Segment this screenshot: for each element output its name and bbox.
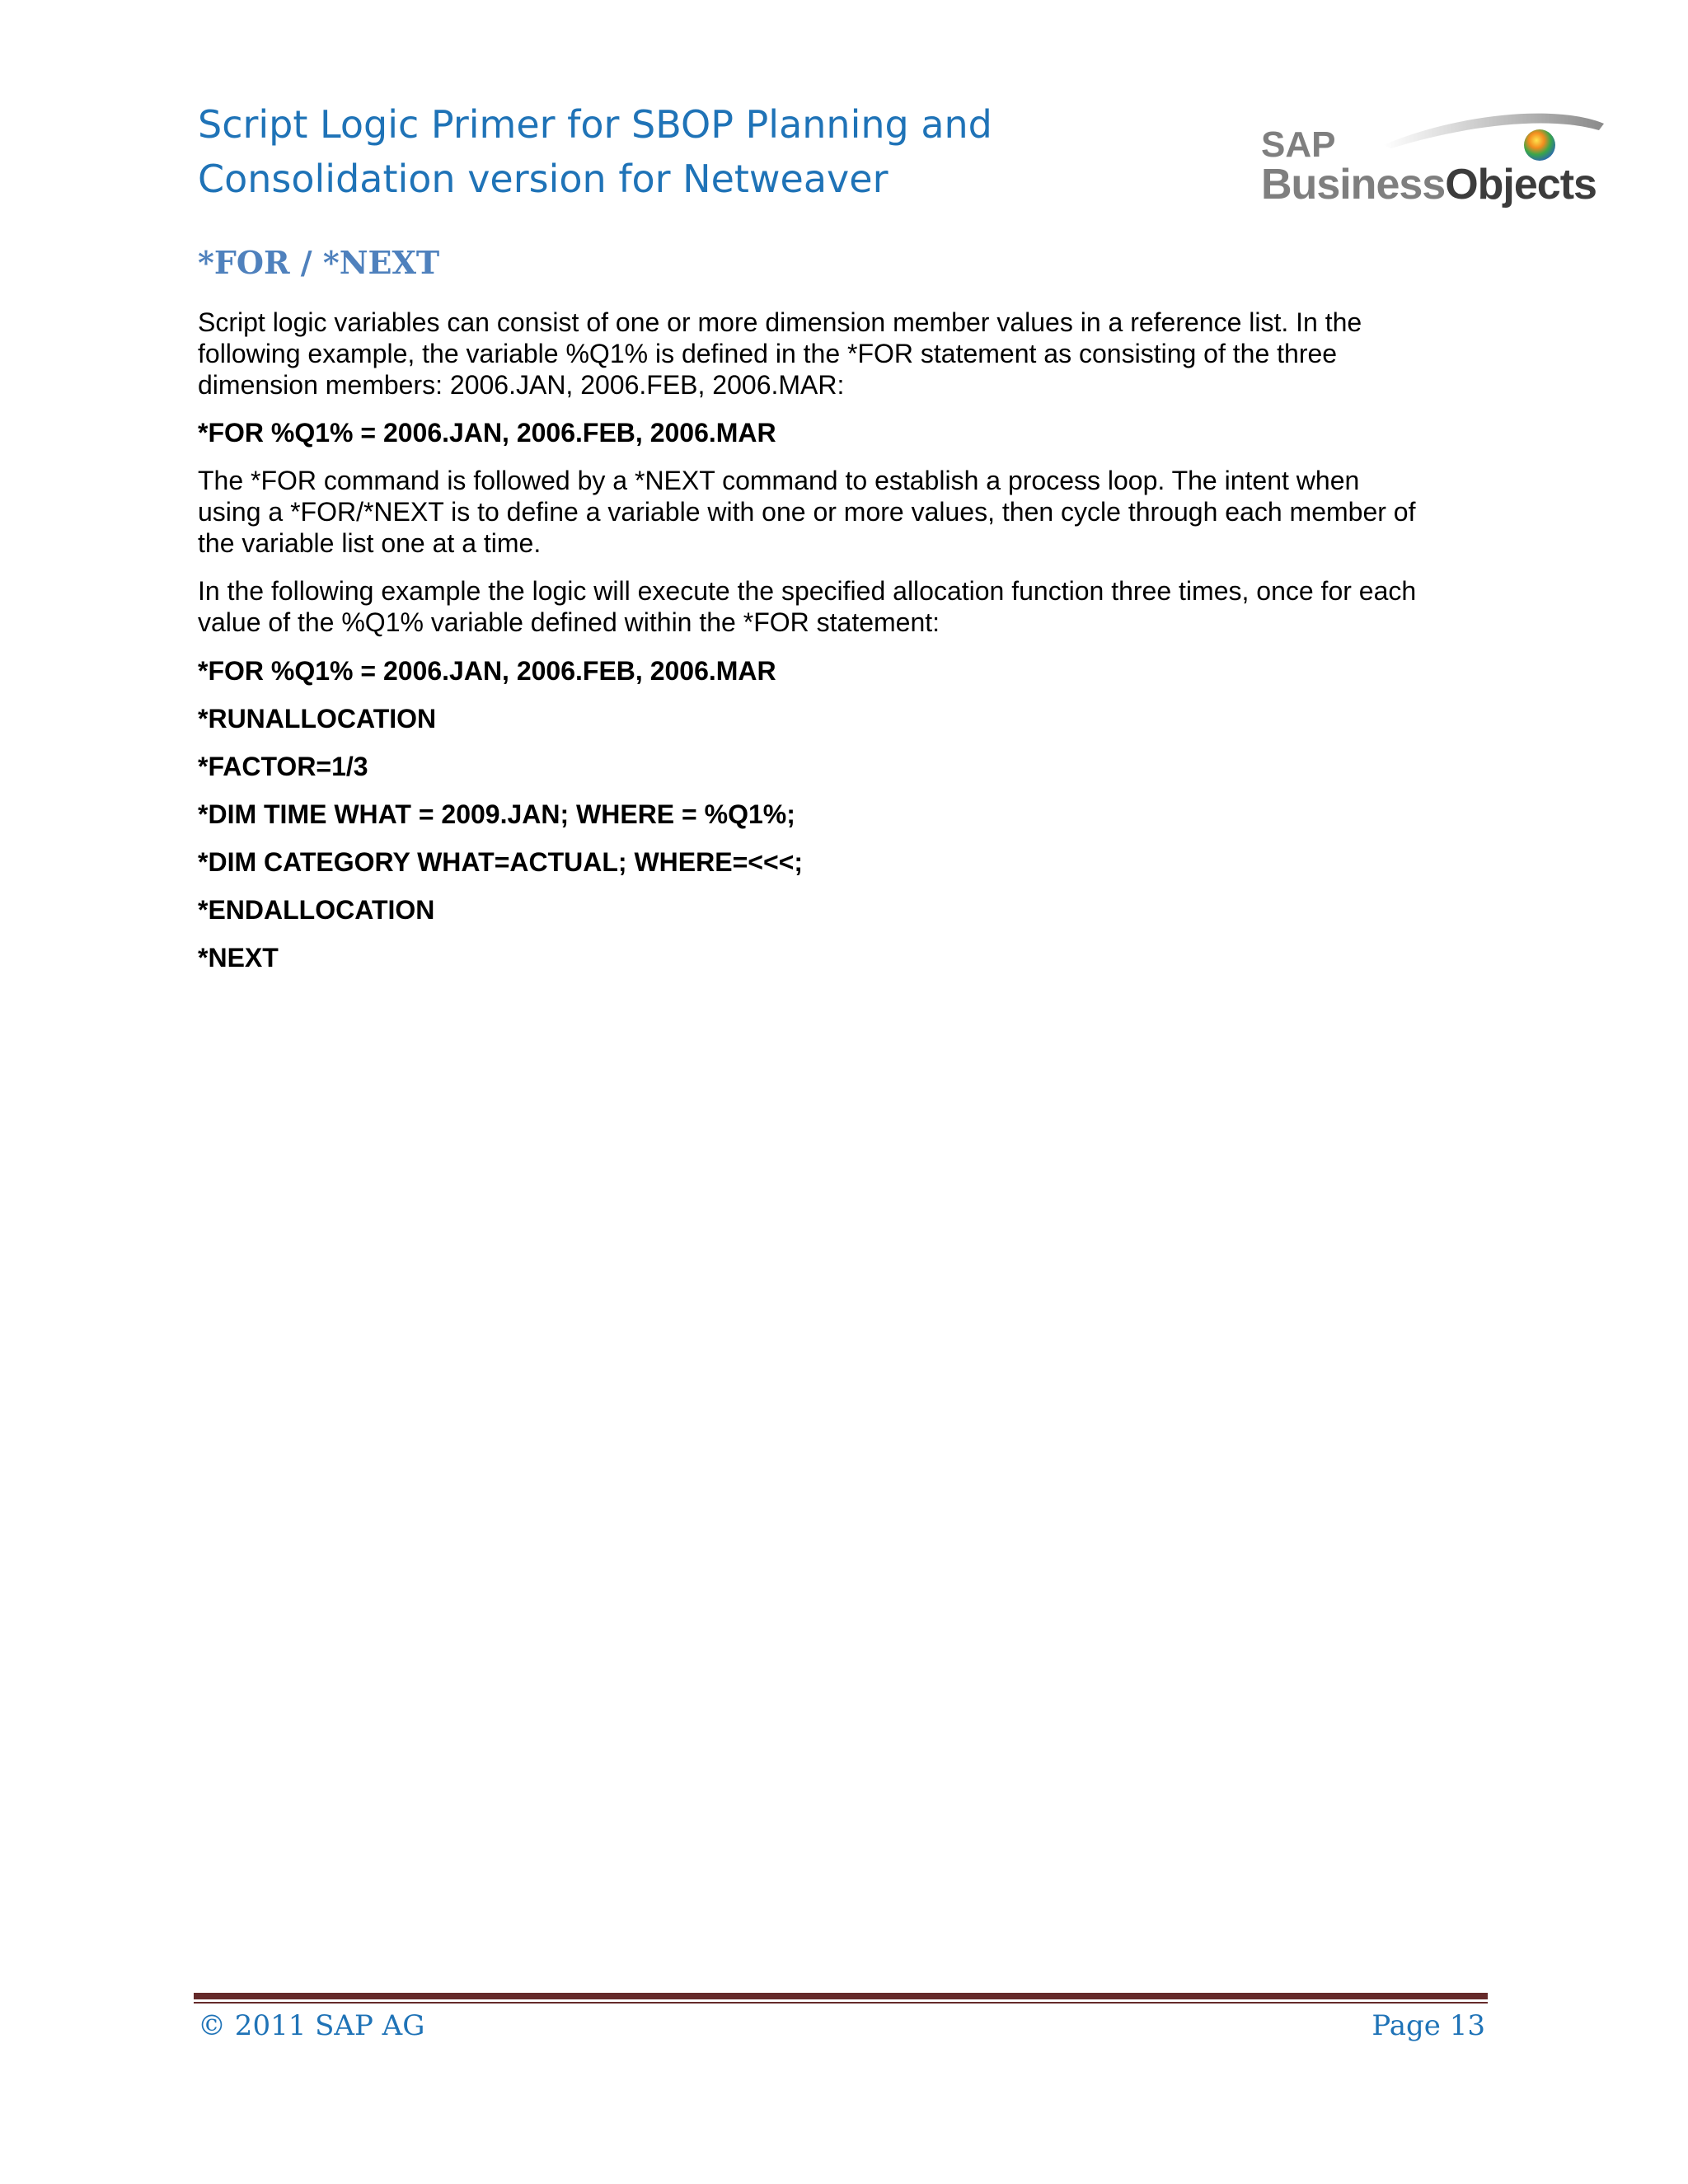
paragraph-1-line: following example, the variable %Q1% is defined in the *FOR statement as consisting of the three: [198, 339, 1338, 368]
paragraph-2-line: the variable list one at a time.: [198, 528, 542, 558]
code-line: *NEXT: [198, 943, 279, 972]
paragraph-1-line: Script logic variables can consist of one or more dimension member values in a reference list. In the: [198, 307, 1362, 337]
code-line: *FOR %Q1% = 2006.JAN, 2006.FEB, 2006.MAR: [198, 656, 776, 686]
paragraph-2: [198, 465, 1484, 559]
document-title: [198, 97, 1104, 206]
code-line: *DIM CATEGORY WHAT=ACTUAL; WHERE=<<<;: [198, 847, 803, 877]
sap-businessobjects-logo: [1259, 105, 1622, 213]
paragraph-3-line: value of the %Q1% variable defined within the *FOR statement:: [198, 607, 940, 637]
paragraph-2-line: The *FOR command is followed by a *NEXT command to establish a process loop. The intent when: [198, 466, 1360, 495]
paragraph-2-line: using a *FOR/*NEXT is to define a variable with one or more values, then cycle through each member of: [198, 497, 1416, 527]
code-line: *RUNALLOCATION: [198, 704, 437, 733]
code-line: *DIM TIME WHAT = 2009.JAN; WHERE = %Q1%;: [198, 799, 795, 829]
paragraph-1-line: dimension members: 2006.JAN, 2006.FEB, 2006.MAR:: [198, 370, 845, 400]
logo-text-objects: Objects: [1445, 161, 1597, 209]
footer-divider-thick: [194, 1993, 1488, 1999]
code-line: *FACTOR=1/3: [198, 752, 368, 781]
code-line: *ENDALLOCATION: [198, 895, 435, 925]
sap-globe-icon: [1524, 129, 1555, 161]
document-title-line-1: Script Logic Primer for SBOP Planning and: [198, 102, 992, 147]
svg-text:BusinessObjects: [1261, 161, 1597, 209]
footer-divider: [194, 1993, 1488, 2004]
footer-page-number: Page 13: [1372, 2009, 1485, 2042]
logo-text-sap: SAP: [1261, 124, 1336, 165]
footer-divider-thin: [194, 2002, 1488, 2004]
logo-swoosh: [1383, 114, 1604, 148]
paragraph-3-line: In the following example the logic will execute the specified allocation function three times, once for each: [198, 576, 1417, 606]
code-for-statement: *FOR %Q1% = 2006.JAN, 2006.FEB, 2006.MAR: [198, 418, 776, 448]
section-heading: *FOR / *NEXT: [198, 244, 440, 281]
paragraph-3: [198, 575, 1484, 638]
logo-text-business: Business: [1261, 161, 1446, 209]
paragraph-1: [198, 307, 1484, 401]
footer-copyright: © 2011 SAP AG: [198, 2009, 425, 2042]
document-title-line-2: Consolidation version for Netweaver: [198, 157, 889, 201]
